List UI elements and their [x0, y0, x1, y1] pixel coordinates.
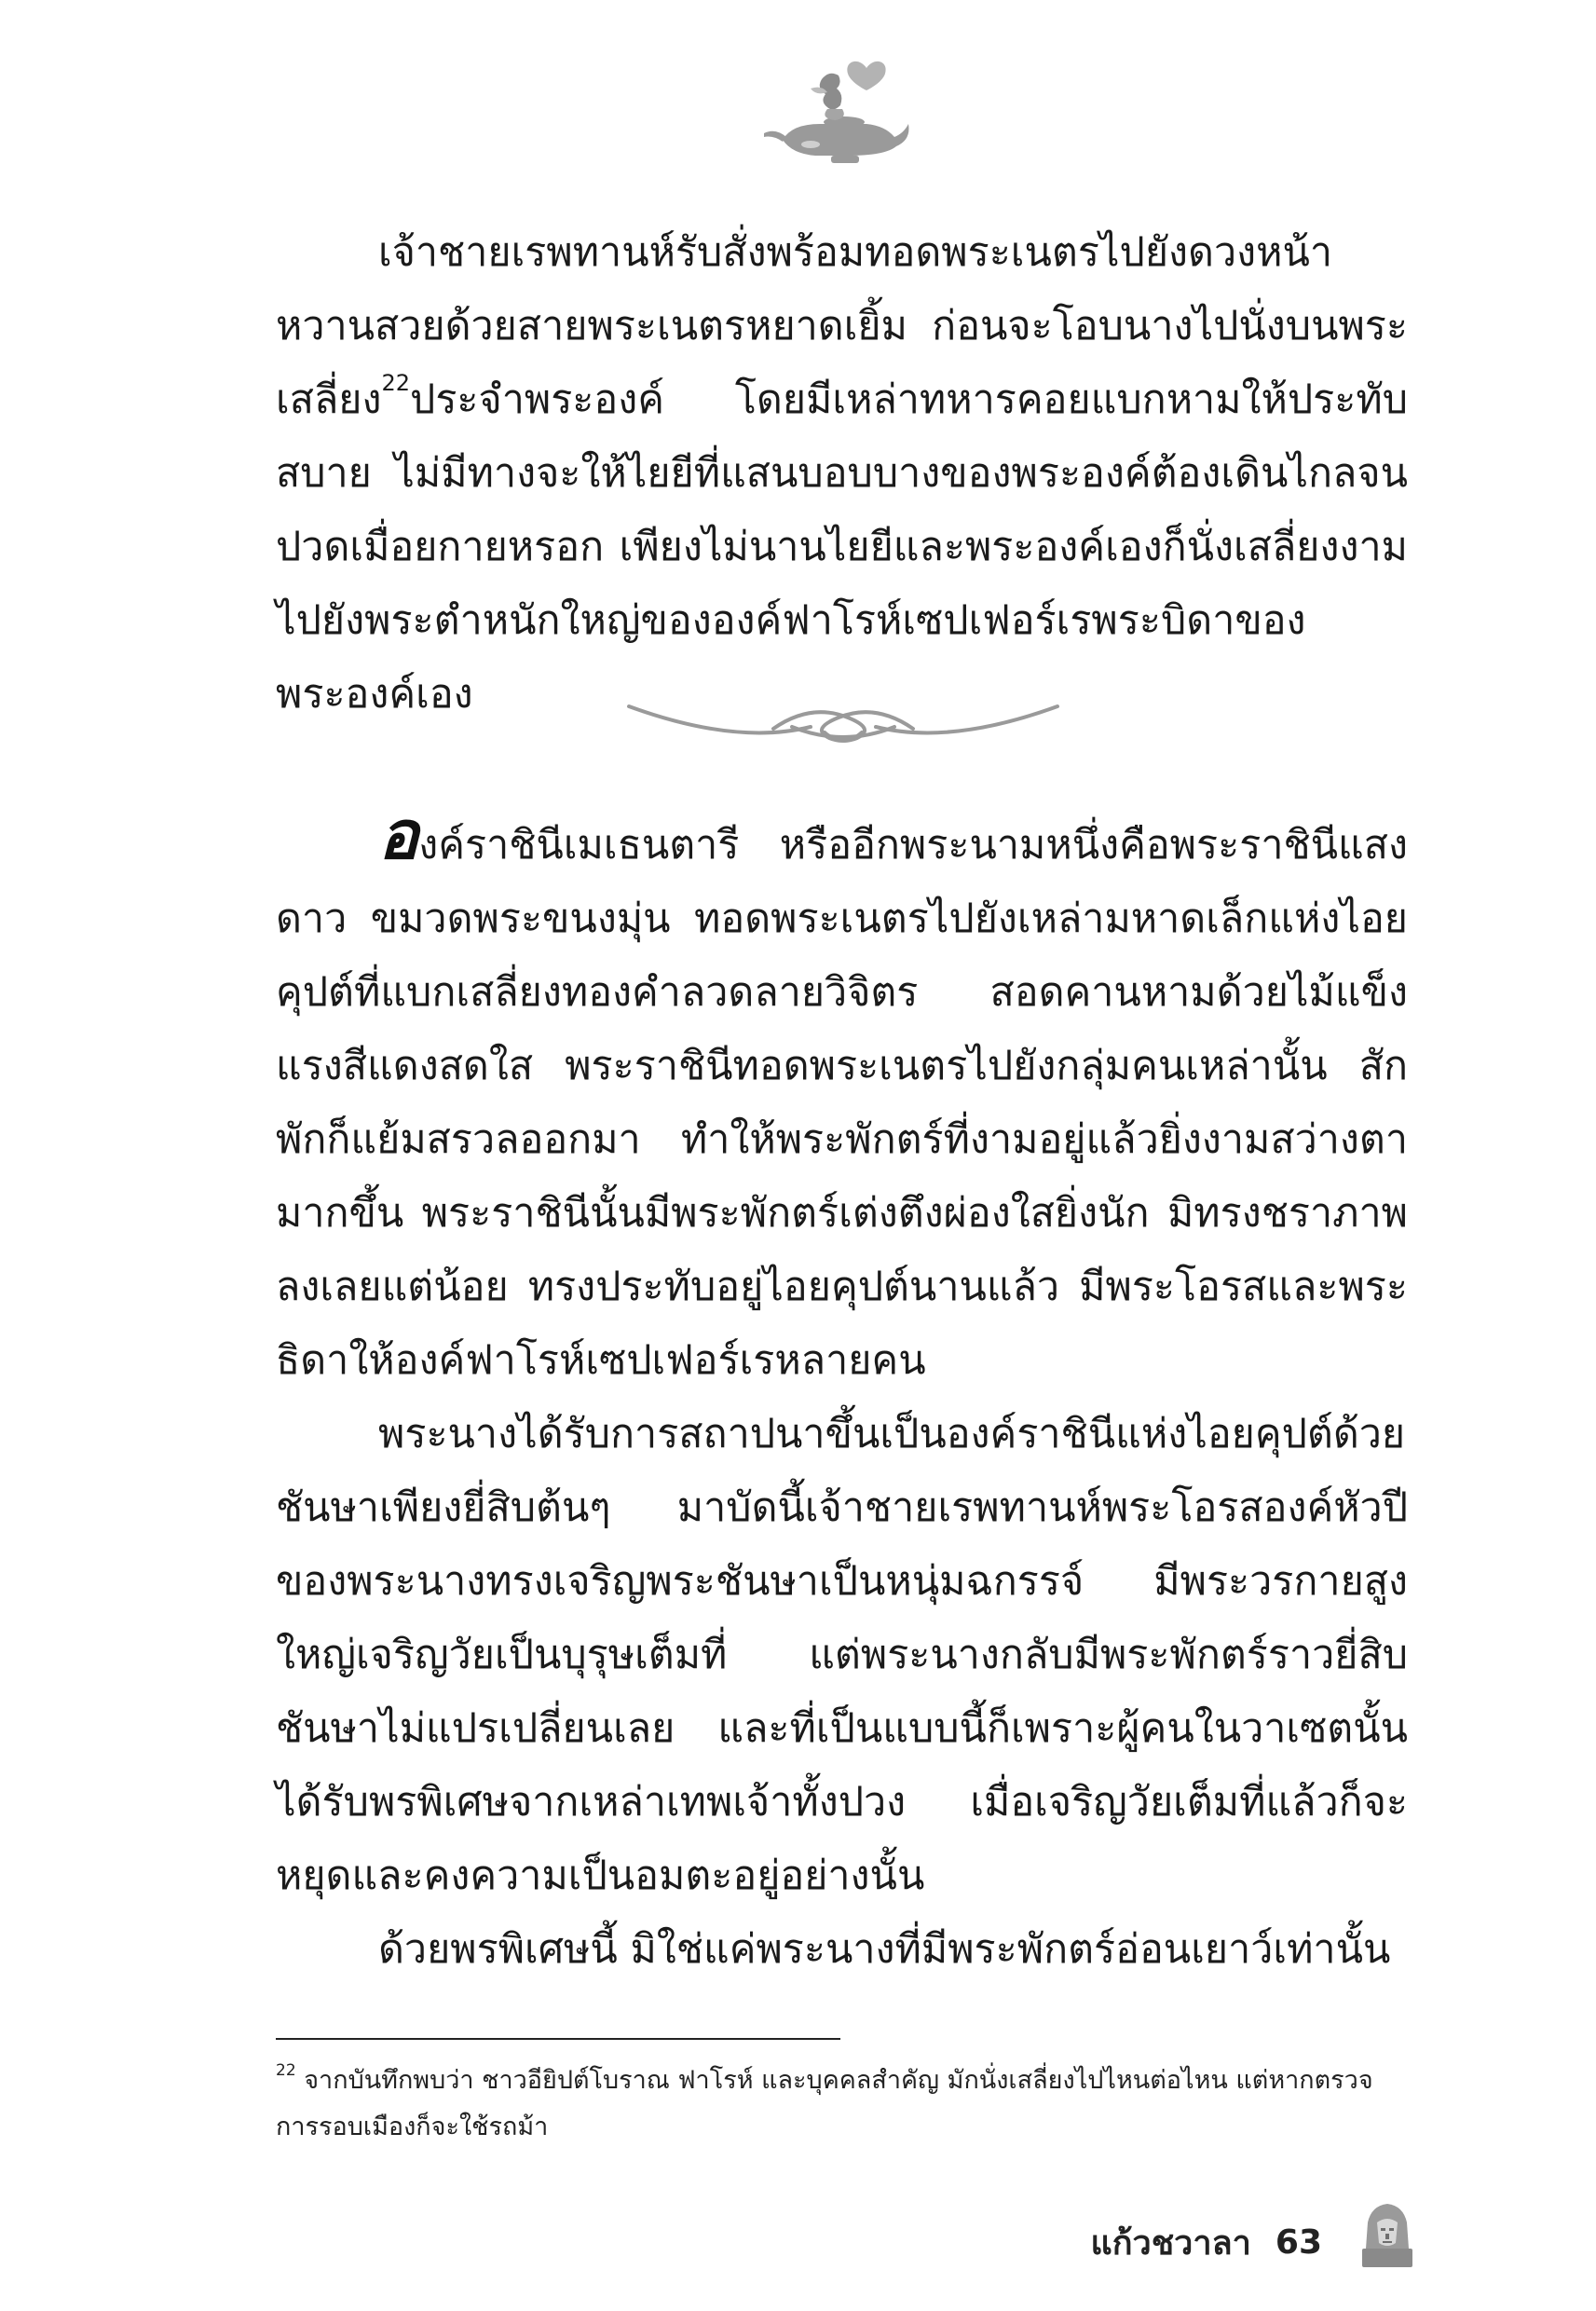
footnote-text: จากบันทึกพบว่า ชาวอียิปต์โบราณ ฟาโรห์ และบุคคลสำคัญ มักนั่งเสลี่ยงไปไหนต่อไหน แต่หากตรวจการรอบเมืองก็จะใช้รถม้า [276, 2066, 1373, 2141]
paragraph-2 [276, 796, 1408, 1987]
footnote [276, 2058, 1408, 2151]
sphinx-icon [1358, 2202, 1416, 2269]
footnote-divider [276, 2038, 840, 2040]
drop-cap: อ [378, 796, 419, 874]
paragraph-1-continued: ประจำพระองค์ โดยมีเหล่าทหารคอยแบกหามให้ประทับสบาย ไม่มีทางจะให้ไยยีที่แสนบอบบางของพระองค์ต้องเดินไกลจนปวดเมื่อยกายหรอก เพียงไม่นานไยยีและพระองค์เองก็นั่งเสลี่ยงงามไปยังพระตำหนักใหญ่ขององค์ฟาโรห์เซปเฟอร์เรพระบิดาของพระองค์เอง [276, 376, 1408, 718]
genie-lamp-icon [755, 51, 913, 172]
paragraph-2-text: งค์ราชินีเมเธนตารี หรืออีกพระนามหนึ่งคือพระราชินีแสงดาว ขมวดพระขนงมุ่น ทอดพระเนตรไปยังเหล่ามหาดเล็กแห่งไอยคุปต์ที่แบกเสลี่ยงทองคำลวดลายวิจิตร สอดคานหามด้วยไม้แข็งแรงสีแดงสดใส พระราชินีทอดพระเนตรไปยังกลุ่มคนเหล่านั้น สักพักก็แย้มสรวลออกมา ทำให้พระพักตร์ที่งามอยู่แล้วยิ่งงามสว่างตามากขึ้น พระราชินีนั้นมีพระพักตร์เต่งตึงผ่องใสยิ่งนัก มิทรงชราภาพลงเลยแต่น้อย ทรงประทับอยู่ไอยคุปต์นานแล้ว มีพระโอรสและพระธิดาให้องค์ฟาโรห์เซปเฟอร์เรหลายคน [276, 822, 1408, 1384]
page-number: 63 [1275, 2223, 1322, 2262]
footnote-reference[interactable]: 22 [381, 370, 411, 396]
paragraph-1 [276, 216, 1408, 732]
swirl-divider-icon [624, 690, 1062, 755]
footnote-mark: 22 [276, 2061, 296, 2080]
paragraph-4: ด้วยพรพิเศษนี้ มิใช่แค่พระนางที่มีพระพักตร์อ่อนเยาว์เท่านั้น [378, 1926, 1391, 1973]
book-title: แก้วชวาลา [1090, 2224, 1251, 2263]
paragraph-1-text: เจ้าชายเรพทานห์รับสั่งพร้อมทอดพระเนตรไปยังดวงหน้าหวานสวยด้วยสายพระเนตรหยาดเยิ้ม ก่อนจะโอบนางไปนั่งบนพระเสลี่ยง [276, 229, 1408, 423]
paragraph-3: พระนางได้รับการสถาปนาขึ้นเป็นองค์ราชินีแห่งไอยคุปต์ด้วยชันษาเพียงยี่สิบต้นๆ มาบัดนี้เจ้าชายเรพทานห์พระโอรสองค์หัวปีของพระนางทรงเจริญพระชันษาเป็นหนุ่มฉกรรจ์ มีพระวรกายสูงใหญ่เจริญวัยเป็นบุรุษเต็มที่ แต่พระนางกลับมีพระพักตร์ราวยี่สิบชันษาไม่แปรเปลี่ยนเลย และที่เป็นแบบนี้ก็เพราะผู้คนในวาเซตนั้นได้รับพรพิเศษจากเหล่าเทพเจ้าทั้งปวง เมื่อเจริญวัยเต็มที่แล้วก็จะหยุดและคงความเป็นอมตะอยู่อย่างนั้น [276, 1411, 1408, 1899]
